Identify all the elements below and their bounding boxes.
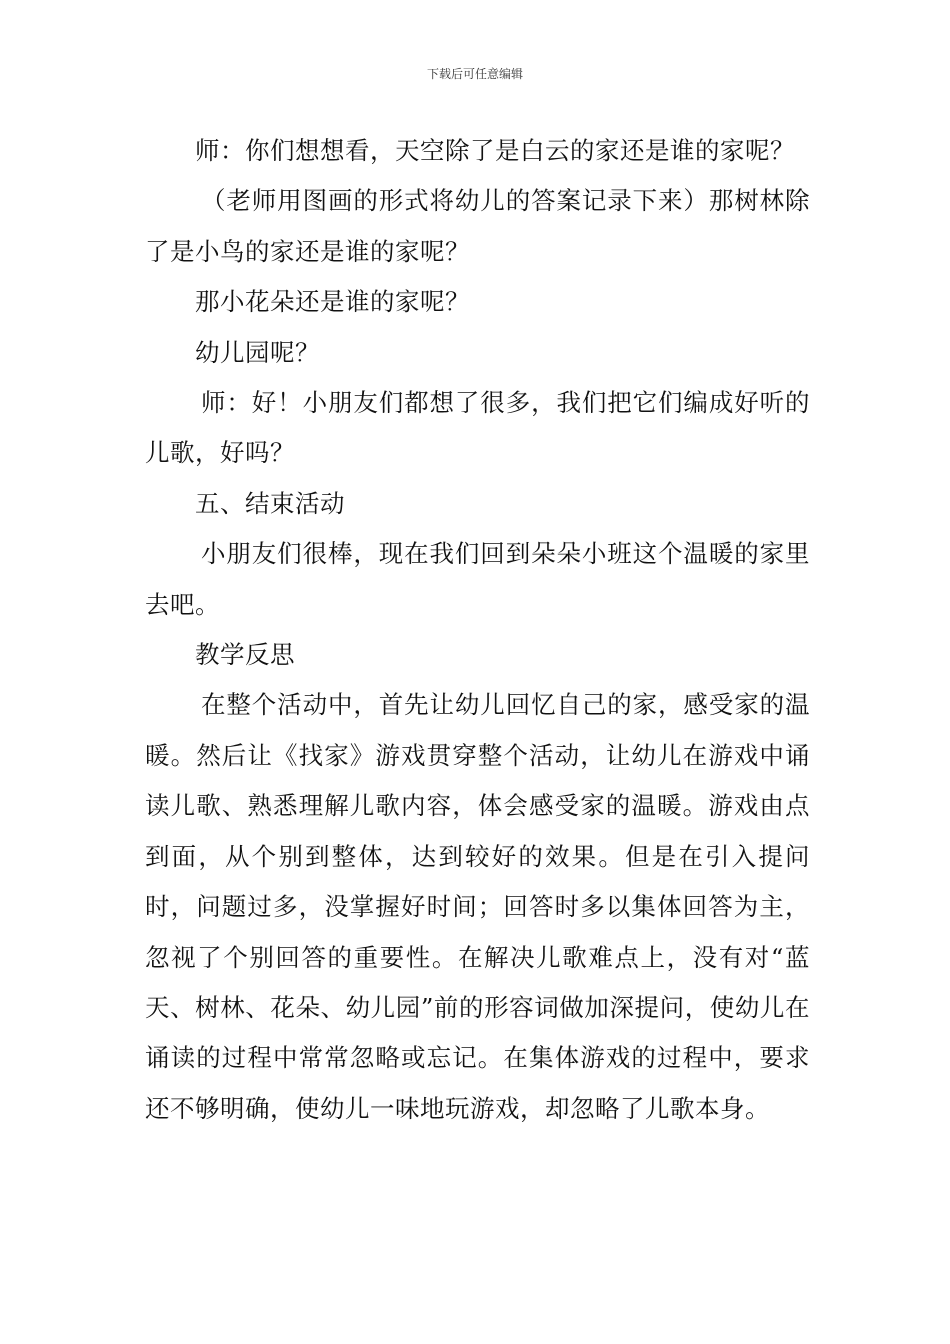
paragraph-teacher-question-sky: 师：你们想想看，天空除了是白云的家还是谁的家呢？	[195, 136, 795, 165]
paragraph-closing: 小朋友们很棒，现在我们回到朵朵小班这个温暖的家里去吧。	[145, 539, 810, 619]
document-body	[145, 126, 810, 1134]
paragraph-teacher-records-answers: （老师用图画的形式将幼儿的答案记录下来）那树林除了是小鸟的家还是谁的家呢？	[145, 186, 810, 266]
paragraph-reflection-body: 在整个活动中，首先让幼儿回忆自己的家，感受家的温暖。然后让《找家》游戏贯穿整个活动，让幼儿在游戏中诵读儿歌、熟悉理解儿歌内容，体会感受家的温暖。游戏由点到面，从个别到整体，达到较好的效果。但是在引入提问时，问题过多，没掌握好时间；回答时多以集体回答为主，忽视了个别回答的重要性。在解决儿歌难点上，没有对“蓝天、树林、花朵、幼儿园”前的形容词做加深提问，使幼儿在诵读的过程中常常忽略或忘记。在集体游戏的过程中，要求还不够明确，使幼儿一味地玩游戏，却忽略了儿歌本身。	[145, 690, 810, 1123]
section-heading-reflection: 教学反思	[195, 640, 295, 670]
page-header: 下载后可任意编辑	[426, 67, 523, 81]
paragraph-teacher-praise: 师：好！小朋友们都想了很多，我们把它们编成好听的儿歌，好吗？	[145, 388, 810, 468]
paragraph-kindergarten-question: 幼儿园呢？	[195, 337, 320, 367]
section-heading-end-activity: 五、结束活动	[195, 488, 345, 518]
paragraph-flower-question: 那小花朵还是谁的家呢？	[195, 287, 470, 317]
